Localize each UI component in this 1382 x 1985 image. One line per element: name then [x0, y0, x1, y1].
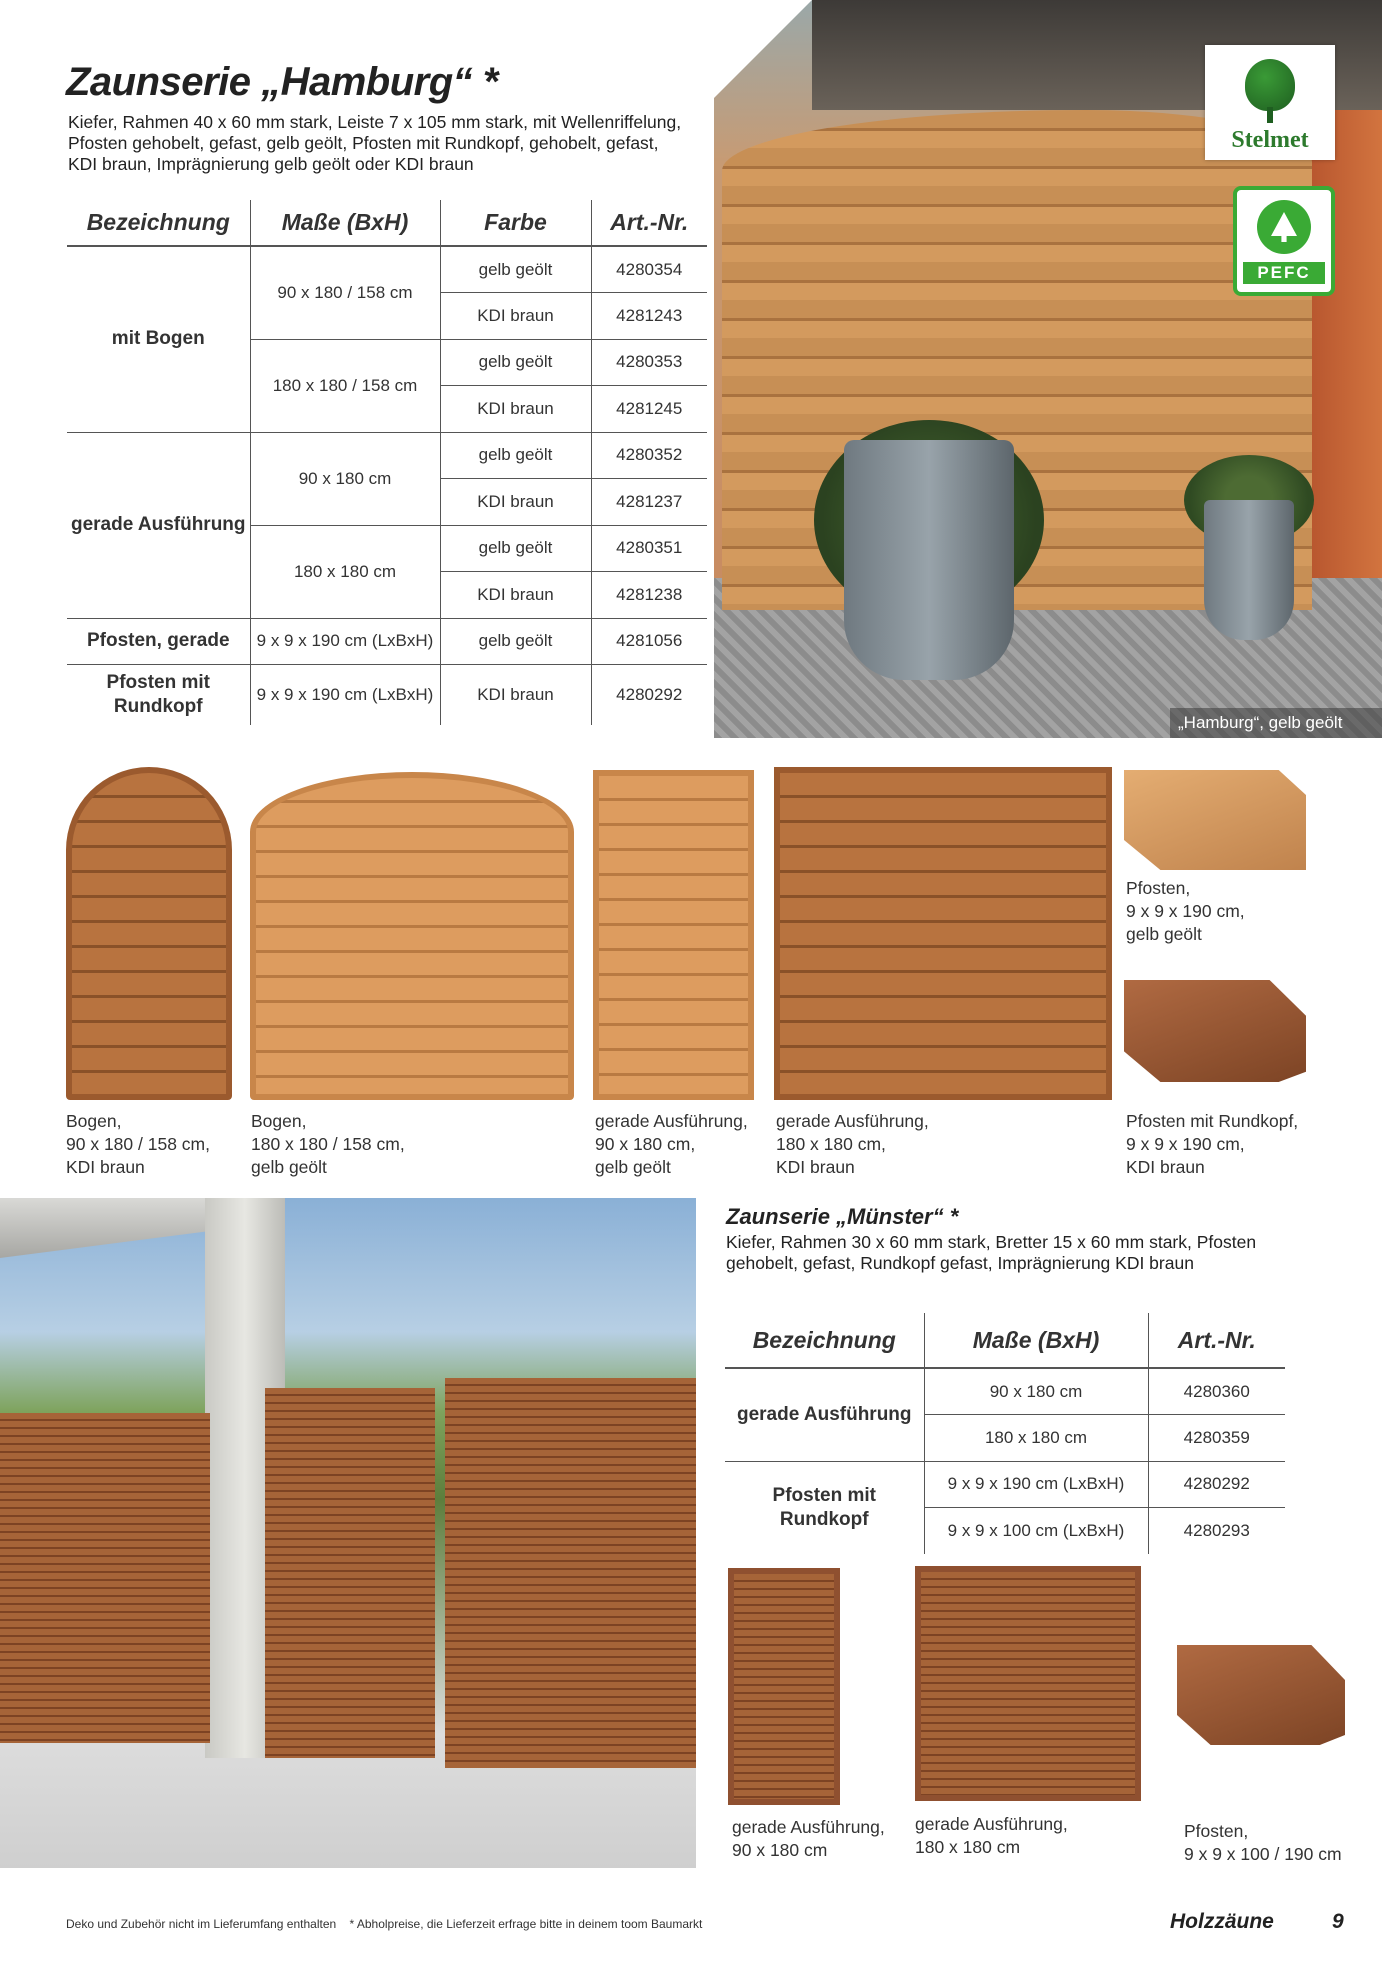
caption-line: 90 x 180 cm,: [595, 1134, 696, 1154]
product-image-muenster-90: [728, 1568, 840, 1805]
fence-panel: [445, 1378, 696, 1768]
muenster-description-line: gehobelt, gefast, Rundkopf gefast, Imprägnierung KDI braun: [726, 1253, 1194, 1273]
product-caption: [66, 1110, 210, 1179]
caption-line: 9 x 9 x 190 cm,: [1126, 1134, 1245, 1154]
caption-line: KDI braun: [776, 1157, 855, 1177]
table-row: [67, 665, 707, 725]
art-nr-cell: 4281237: [591, 479, 707, 526]
product-caption: [732, 1816, 885, 1862]
farbe-cell: gelb geölt: [440, 339, 591, 386]
farbe-cell: gelb geölt: [440, 525, 591, 572]
table-row: [67, 246, 707, 293]
group-label: mit Bogen: [67, 246, 250, 432]
header-art-nr: Art.-Nr.: [1148, 1313, 1285, 1368]
product-caption: [1184, 1820, 1342, 1866]
caption-line: Pfosten,: [1184, 1821, 1249, 1841]
caption-line: gerade Ausführung,: [732, 1817, 885, 1837]
product-caption: [776, 1110, 929, 1179]
caption-line: 180 x 180 cm: [915, 1837, 1021, 1857]
table-row: [67, 432, 707, 479]
table-row: [725, 1461, 1285, 1508]
hamburg-title: Zaunserie „Hamburg“ *: [66, 60, 498, 104]
size-cell: 180 x 180 cm: [924, 1415, 1148, 1462]
farbe-cell: KDI braun: [440, 293, 591, 340]
stelmet-logo: [1205, 45, 1335, 160]
farbe-cell: gelb geölt: [440, 246, 591, 293]
art-nr-cell: 4281243: [591, 293, 707, 340]
muenster-terrace-photo: [0, 1198, 696, 1868]
table-row: [725, 1368, 1285, 1415]
caption-line: KDI braun: [66, 1157, 145, 1177]
size-cell: 90 x 180 cm: [250, 432, 440, 525]
hamburg-spec-table: [67, 200, 707, 725]
size-cell: 9 x 9 x 190 cm (LxBxH): [250, 618, 440, 665]
hamburg-description-line: Kiefer, Rahmen 40 x 60 mm stark, Leiste 7 x 105 mm stark, mit Wellenriffelung,: [68, 112, 682, 132]
product-image-pfosten-rundkopf: [1124, 980, 1306, 1082]
table-row: [67, 618, 707, 665]
size-cell: 9 x 9 x 190 cm (LxBxH): [250, 665, 440, 725]
art-nr-cell: 4280360: [1148, 1368, 1285, 1415]
table-header-row: [725, 1313, 1285, 1368]
product-image-muenster-180: [915, 1566, 1141, 1801]
product-image-bogen-90: [66, 767, 232, 1100]
product-image-bogen-180: [250, 772, 574, 1100]
header-art-nr: Art.-Nr.: [591, 200, 707, 246]
farbe-cell: KDI braun: [440, 572, 591, 619]
farbe-cell: gelb geölt: [440, 618, 591, 665]
group-label: Pfosten mit Rundkopf: [106, 671, 210, 717]
muenster-description: [726, 1232, 1306, 1274]
fence-panel: [265, 1388, 435, 1758]
product-caption: [915, 1813, 1068, 1859]
caption-line: Pfosten mit Rundkopf,: [1126, 1111, 1299, 1131]
art-nr-cell: 4280293: [1148, 1508, 1285, 1555]
group-label: Pfosten mit Rundkopf: [772, 1484, 876, 1530]
product-caption: [1126, 877, 1245, 946]
caption-line: 90 x 180 cm: [732, 1840, 828, 1860]
page-number: 9: [1332, 1910, 1344, 1933]
product-image-gerade-180: [774, 767, 1112, 1100]
caption-line: 9 x 9 x 100 / 190 cm: [1184, 1844, 1342, 1864]
caption-line: Pfosten,: [1126, 878, 1191, 898]
product-image-pfosten: [1124, 770, 1306, 870]
caption-line: Bogen,: [251, 1111, 307, 1131]
caption-line: gerade Ausführung,: [776, 1111, 929, 1131]
art-nr-cell: 4280352: [591, 432, 707, 479]
caption-line: KDI braun: [1126, 1157, 1205, 1177]
size-cell: 90 x 180 / 158 cm: [250, 246, 440, 339]
header-masse: Maße (BxH): [924, 1313, 1148, 1368]
art-nr-cell: 4281238: [591, 572, 707, 619]
art-nr-cell: 4280292: [591, 665, 707, 725]
art-nr-cell: 4280359: [1148, 1415, 1285, 1462]
product-image-muenster-pfosten: [1177, 1645, 1345, 1745]
caption-line: 180 x 180 / 158 cm,: [251, 1134, 405, 1154]
product-caption: [1126, 1110, 1298, 1179]
table-header-row: [67, 200, 707, 246]
caption-line: Bogen,: [66, 1111, 122, 1131]
product-caption: [595, 1110, 748, 1179]
art-nr-cell: 4280351: [591, 525, 707, 572]
muenster-spec-table: [725, 1313, 1285, 1554]
art-nr-cell: 4280353: [591, 339, 707, 386]
footer-note: Deko und Zubehör nicht im Lieferumfang enthalten * Abholpreise, die Lieferzeit erfrage bitte in deinem toom Baumarkt: [66, 1917, 703, 1931]
hamburg-description-line: KDI braun, Imprägnierung gelb geölt oder KDI braun: [68, 154, 474, 174]
tree-icon: [1245, 59, 1295, 111]
size-cell: 180 x 180 cm: [250, 525, 440, 618]
art-nr-cell: 4281056: [591, 618, 707, 665]
stelmet-logo-text: Stelmet: [1231, 127, 1309, 153]
header-farbe: Farbe: [440, 200, 591, 246]
caption-line: gerade Ausführung,: [915, 1814, 1068, 1834]
pefc-logo-text: PEFC: [1243, 262, 1325, 284]
muenster-description-line: Kiefer, Rahmen 30 x 60 mm stark, Bretter 15 x 60 mm stark, Pfosten: [726, 1232, 1257, 1252]
farbe-cell: KDI braun: [440, 665, 591, 725]
header-bezeichnung: Bezeichnung: [67, 200, 250, 246]
muenster-title: Zaunserie „Münster“ *: [726, 1204, 959, 1229]
caption-line: 9 x 9 x 190 cm,: [1126, 901, 1245, 921]
product-caption: [251, 1110, 405, 1179]
caption-line: 90 x 180 / 158 cm,: [66, 1134, 210, 1154]
art-nr-cell: 4280354: [591, 246, 707, 293]
group-label: gerade Ausführung: [67, 432, 250, 618]
caption-line: gelb geölt: [595, 1157, 671, 1177]
footer-section-title: Holzzäune: [1170, 1910, 1274, 1933]
farbe-cell: gelb geölt: [440, 432, 591, 479]
plant-pot: [844, 440, 1014, 680]
hamburg-description: [68, 112, 708, 175]
caption-line: gelb geölt: [1126, 924, 1202, 944]
pefc-tree-icon: [1257, 200, 1311, 254]
size-cell: 180 x 180 / 158 cm: [250, 339, 440, 432]
fence-panel: [0, 1413, 210, 1743]
header-masse: Maße (BxH): [250, 200, 440, 246]
group-label: gerade Ausführung: [725, 1368, 924, 1461]
size-cell: 90 x 180 cm: [924, 1368, 1148, 1415]
plant-pot: [1204, 500, 1294, 640]
group-label: Pfosten, gerade: [67, 618, 250, 665]
size-cell: 9 x 9 x 100 cm (LxBxH): [924, 1508, 1148, 1555]
art-nr-cell: 4281245: [591, 386, 707, 433]
caption-line: gerade Ausführung,: [595, 1111, 748, 1131]
farbe-cell: KDI braun: [440, 479, 591, 526]
size-cell: 9 x 9 x 190 cm (LxBxH): [924, 1461, 1148, 1508]
hero-caption: „Hamburg“, gelb geölt: [1170, 708, 1382, 738]
caption-line: gelb geölt: [251, 1157, 327, 1177]
farbe-cell: KDI braun: [440, 386, 591, 433]
hamburg-description-line: Pfosten gehobelt, gefast, gelb geölt, Pfosten mit Rundkopf, gehobelt, gefast,: [68, 133, 659, 153]
art-nr-cell: 4280292: [1148, 1461, 1285, 1508]
product-image-gerade-90: [593, 770, 754, 1100]
header-bezeichnung: Bezeichnung: [725, 1313, 924, 1368]
caption-line: 180 x 180 cm,: [776, 1134, 886, 1154]
pefc-logo: [1233, 186, 1335, 296]
